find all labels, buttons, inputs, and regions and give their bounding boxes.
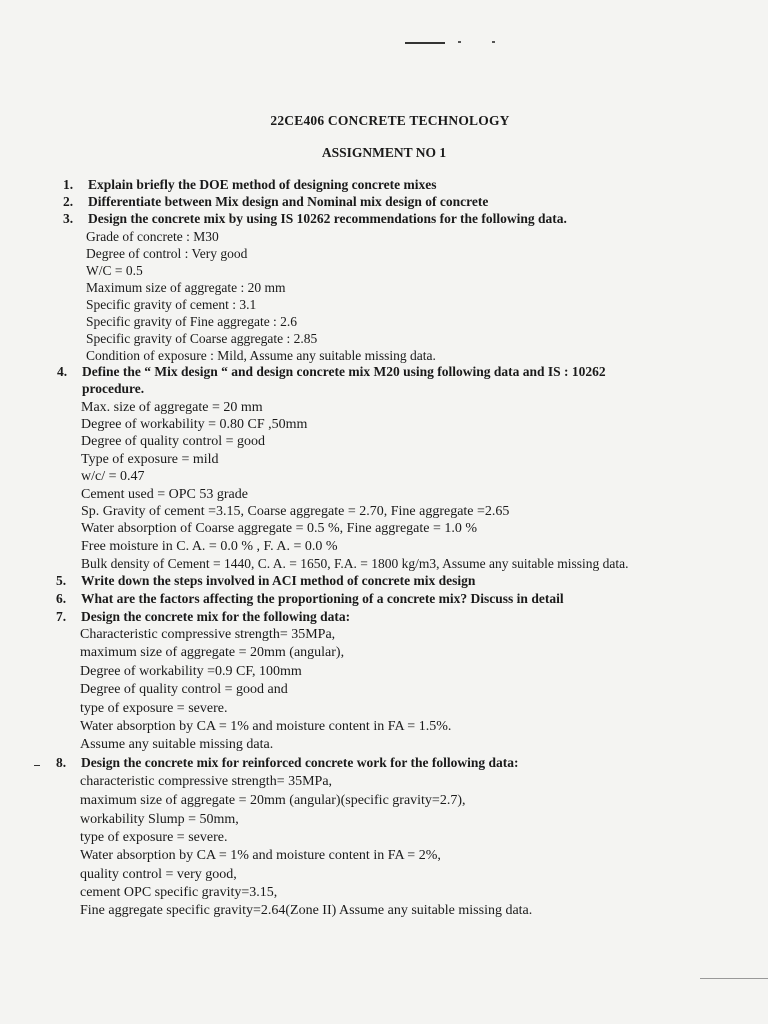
question-number: 4. xyxy=(57,364,68,379)
data-line: workability Slump = 50mm, xyxy=(80,812,239,827)
scan-artifact xyxy=(492,41,495,43)
data-line: Degree of workability =0.9 CF, 100mm xyxy=(80,664,302,679)
data-line: Fine aggregate specific gravity=2.64(Zone II) Assume any suitable missing data. xyxy=(80,903,533,918)
data-line: cement OPC specific gravity=3.15, xyxy=(80,885,278,900)
data-line: W/C = 0.5 xyxy=(86,263,143,278)
data-line: Specific gravity of cement : 3.1 xyxy=(86,297,257,312)
data-line: Max. size of aggregate = 20 mm xyxy=(81,400,263,415)
data-line: characteristic compressive strength= 35MPa, xyxy=(80,774,333,789)
data-line: Bulk density of Cement = 1440, C. A. = 1650, F.A. = 1800 kg/m3, Assume any suitable missing data. xyxy=(81,556,629,571)
data-line: Water absorption of Coarse aggregate = 0.5 %, Fine aggregate = 1.0 % xyxy=(81,521,478,536)
data-line: Assume any suitable missing data. xyxy=(80,737,274,752)
question-number: 5. xyxy=(56,573,67,588)
data-line: Type of exposure = mild xyxy=(81,452,219,467)
scan-artifact xyxy=(700,978,768,979)
scan-artifact xyxy=(458,41,461,43)
data-line: Characteristic compressive strength= 35MPa, xyxy=(80,627,336,642)
data-line: Specific gravity of Fine aggregate : 2.6 xyxy=(86,314,298,329)
course-title: 22CE406 CONCRETE TECHNOLOGY xyxy=(270,113,510,128)
data-line: Degree of quality control = good xyxy=(81,434,266,449)
data-line: Sp. Gravity of cement =3.15, Coarse aggregate = 2.70, Fine aggregate =2.65 xyxy=(81,504,510,519)
data-line: Maximum size of aggregate : 20 mm xyxy=(86,280,286,295)
data-line: Degree of workability = 0.80 CF ,50mm xyxy=(81,417,308,432)
question-text: What are the factors affecting the proportioning of a concrete mix? Discuss in detail xyxy=(81,591,564,606)
question-text: Differentiate between Mix design and Nominal mix design of concrete xyxy=(88,194,489,209)
question-number: 3. xyxy=(63,211,74,226)
question-text: Design the concrete mix for reinforced concrete work for the following data: xyxy=(81,755,519,770)
data-line: maximum size of aggregate = 20mm (angular)(specific gravity=2.7), xyxy=(80,793,466,808)
data-line: Grade of concrete : M30 xyxy=(86,229,219,244)
question-text: Design the concrete mix by using IS 10262 recommendations for the following data. xyxy=(88,211,567,226)
question-text: Design the concrete mix for the following data: xyxy=(81,609,351,624)
question-text: Write down the steps involved in ACI method of concrete mix design xyxy=(81,573,476,588)
data-line: Specific gravity of Coarse aggregate : 2.85 xyxy=(86,331,318,346)
data-line: Free moisture in C. A. = 0.0 % , F. A. = 0.0 % xyxy=(81,539,338,554)
data-line: w/c/ = 0.47 xyxy=(81,469,145,484)
margin-mark xyxy=(34,765,40,766)
scan-artifact xyxy=(405,42,445,44)
data-line: Degree of quality control = good and xyxy=(80,682,288,697)
data-line: Water absorption by CA = 1% and moisture content in FA = 1.5%. xyxy=(80,719,452,734)
data-line: quality control = very good, xyxy=(80,867,237,882)
question-number: 1. xyxy=(63,177,74,192)
question-number: 7. xyxy=(56,609,67,624)
question-text: Explain briefly the DOE method of designing concrete mixes xyxy=(88,177,437,192)
assignment-title: ASSIGNMENT NO 1 xyxy=(321,145,447,160)
data-line: maximum size of aggregate = 20mm (angular), xyxy=(80,645,345,660)
data-line: type of exposure = severe. xyxy=(80,830,228,845)
question-number: 2. xyxy=(63,194,74,209)
question-text: Define the “ Mix design “ and design concrete mix M20 using following data and IS : 10262 xyxy=(82,364,606,379)
question-text: procedure. xyxy=(82,381,145,396)
data-line: type of exposure = severe. xyxy=(80,701,228,716)
data-line: Condition of exposure : Mild, Assume any suitable missing data. xyxy=(86,348,436,363)
question-number: 6. xyxy=(56,591,67,606)
data-line: Water absorption by CA = 1% and moisture content in FA = 2%, xyxy=(80,848,441,863)
data-line: Degree of control : Very good xyxy=(86,246,248,261)
data-line: Cement used = OPC 53 grade xyxy=(81,487,248,502)
question-number: 8. xyxy=(56,755,67,770)
